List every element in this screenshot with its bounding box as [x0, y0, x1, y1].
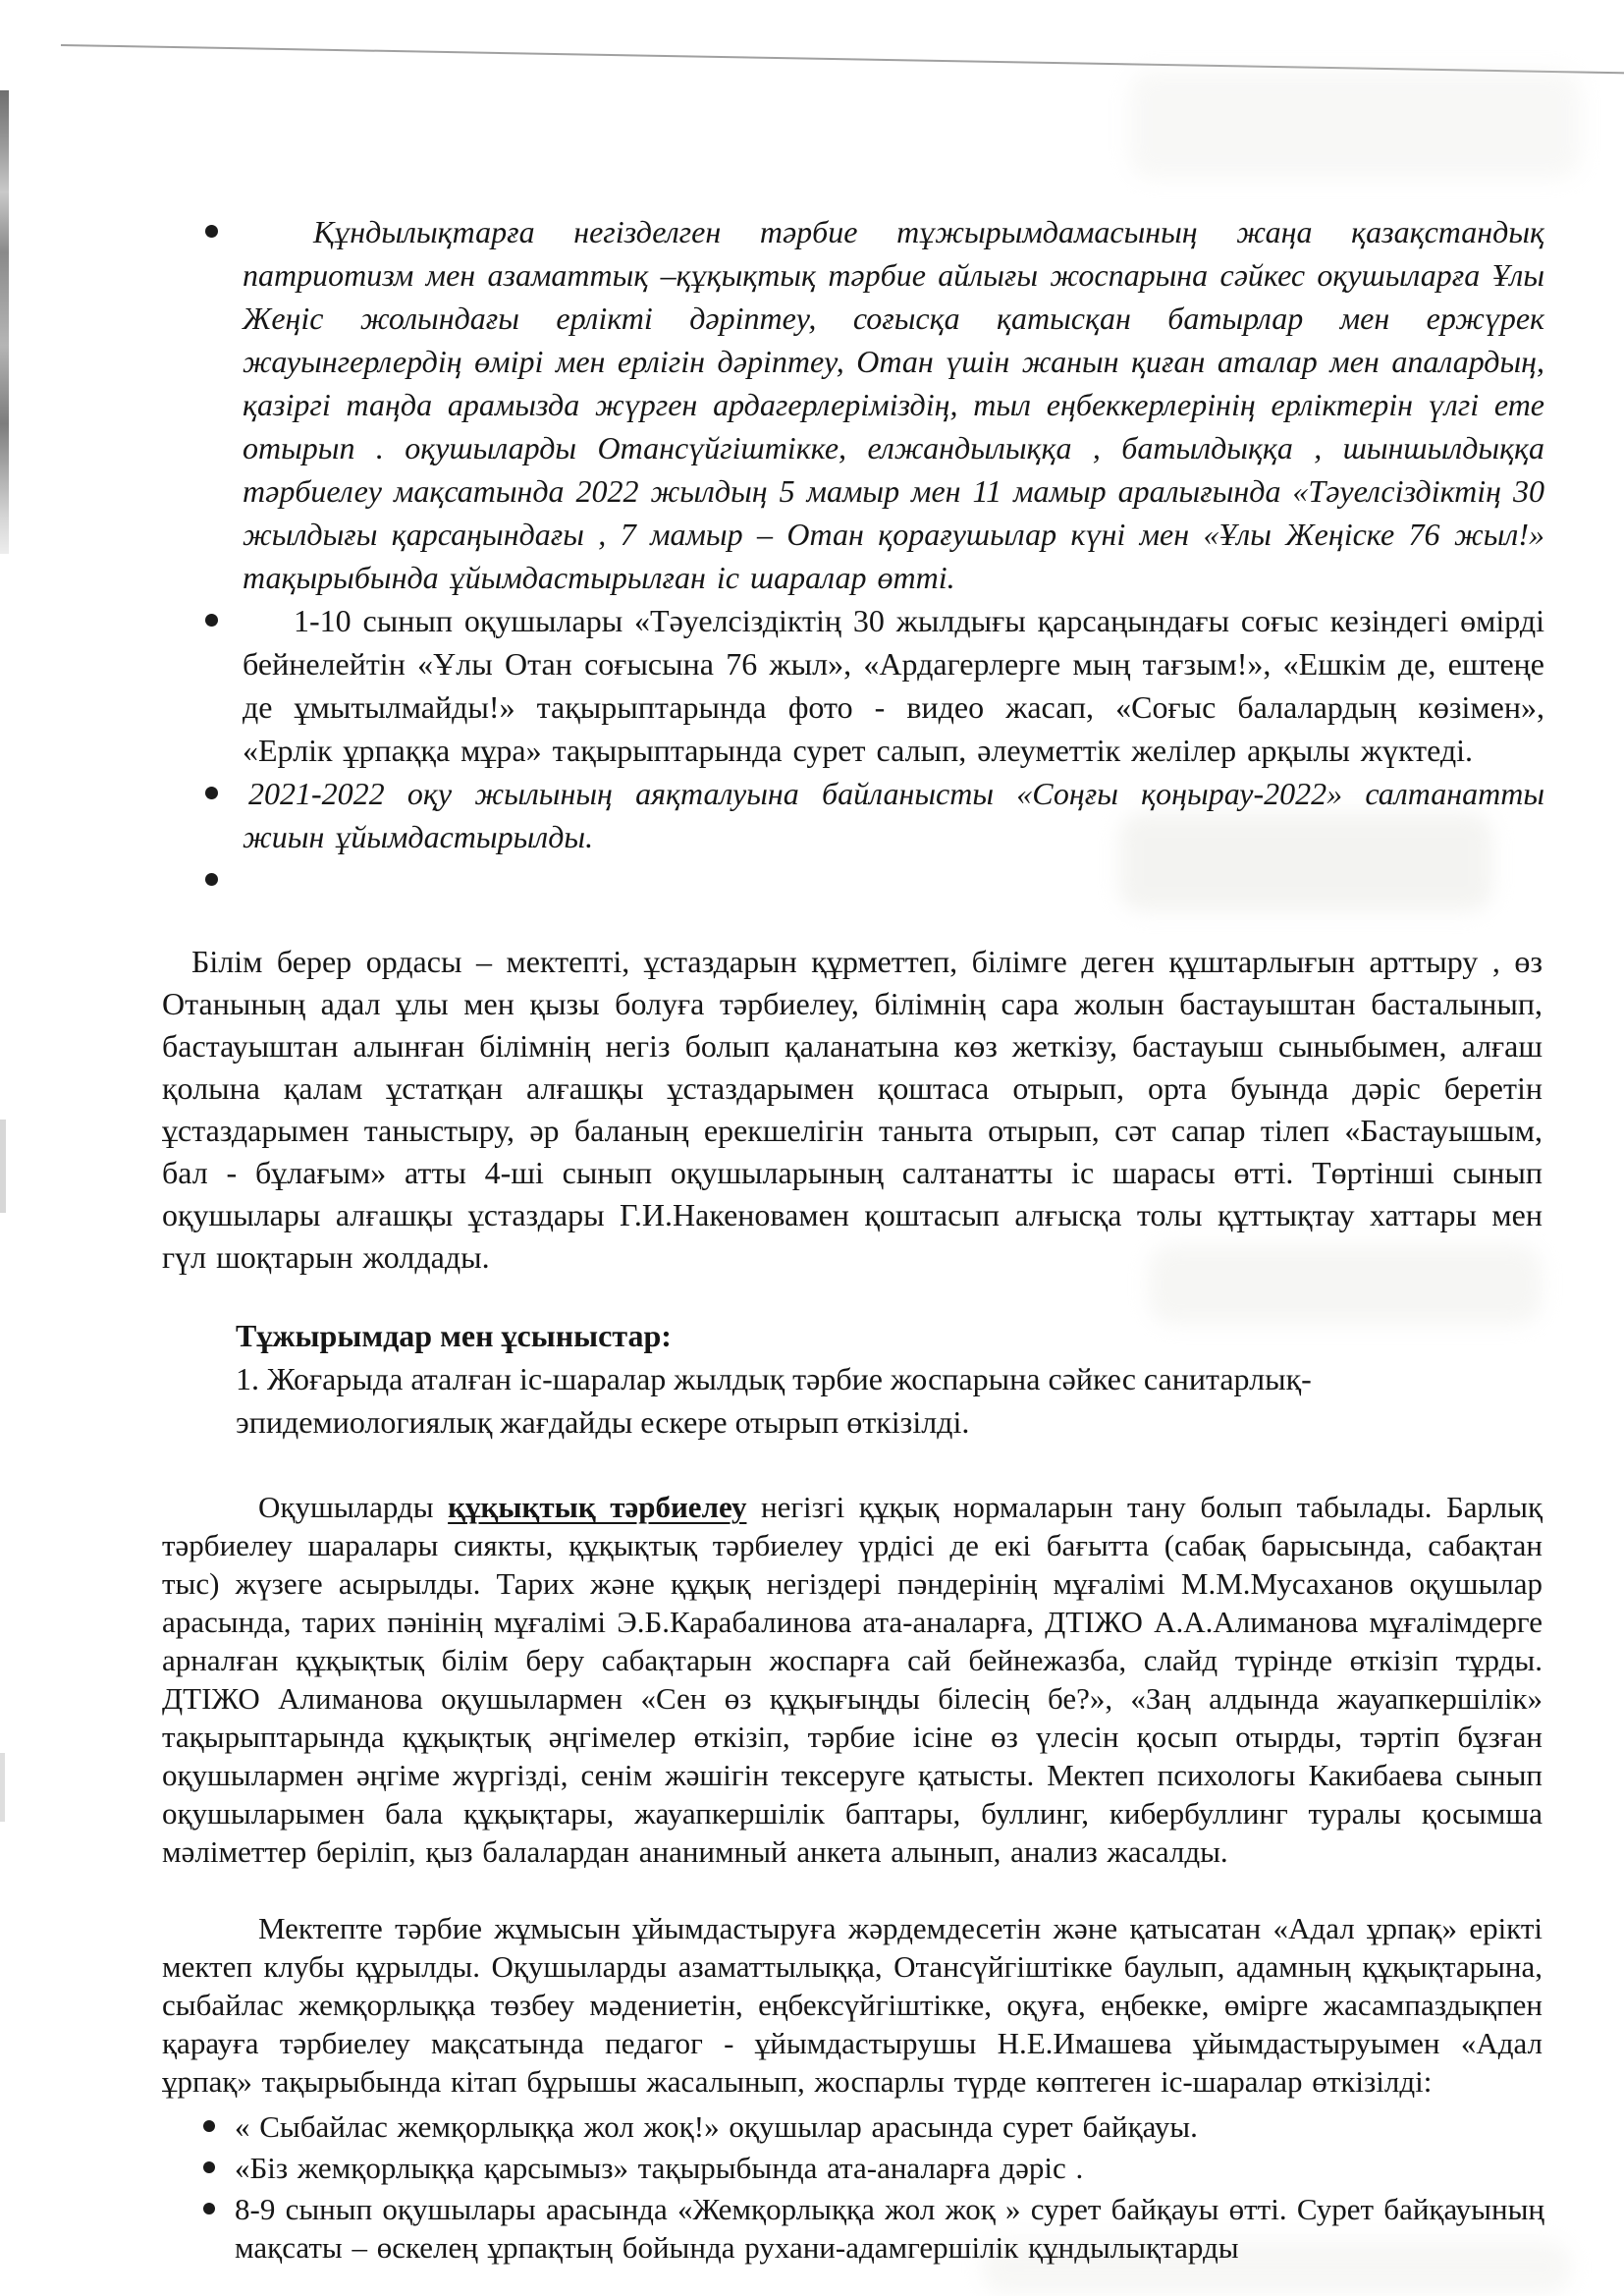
bullet-item-parent-lecture [201, 2149, 1544, 2187]
paragraph-bilim-berer: Білім берер ордасы – мектепті, ұстаздарын құрметтеп, білімге деген құштарлығын арттыру , өз Отанының адал ұлы мен қызы болуға тәрбиелеу, білімнің сара жолын бастауыштан басталынып, бастауыштан алынған білімнің негіз болып қаланатына көз жеткізу, бастауыш сыныбымен, алғаш қолына қалам ұстатқан алғашқы ұстаздарымен қоштаса отырып, орта буында дәріс беретін ұстаздарымен таныстыру, әр баланың ерекшелігін таныта отырып, сәт сапар тілеп «Бастауышым, бал - бұлағым» атты 4-ші сынып оқушыларының салтанатты іс шарасы өтті. Төртінші сынып оқушылары алғашқы ұстаздары Г.И.Накеновамен қоштасып алғысқа толы құттықтау хаттары мен гүл шоқтарын жолдады. [162, 944, 1543, 1275]
scan-artifact-left-band [0, 90, 9, 554]
scan-artifact-left-mark [0, 1753, 5, 1822]
conclusion-line-1: 1. Жоғарыда аталған іс-шаралар жылдық тәрбие жоспарына сәйкес санитарлық- [236, 1361, 1312, 1396]
bullet-item-values-education [201, 210, 1544, 599]
bullet-item-text: Құндылықтарға негізделген тәрбие тұжырымдамасының жаңа қазақстандық патриотизм мен азаматтық –құқықтық тәрбие айлығы жоспарына сәйкес оқушыларға Ұлы Жеңіс жолындағы ерлікті дәріптеу, соғысқа қатысқан батырлар мен ержүрек жауынгерлердің өмірі мен ерлігін дәріптеу, Отан үшін жанын қиған аталар мен апалардың, қазіргі таңда арамызда жүрген ардагерлеріміздің, тыл еңбеккерлерінің ерліктерін үлгі ете отырып . оқушыларды Отансүйгіштікке, елжандылыққа , батылдыққа , шыншылдыққа тәрбиелеу мақсатында 2022 жылдың 5 мамыр мен 11 мамыр аралығында «Тәуелсіздіктің 30 жылдығы қарсаңындағы , 7 мамыр – Отан қорағушылар күні мен «Ұлы Жеңіске 76 жыл!» тақырыбында ұйымдастырылған іс шаралар өтті. [243, 214, 1544, 595]
bullet-item-text: 8-9 сынып оқушылары арасында «Жемқорлыққа жол жоқ » сурет байқауы өтті. Сурет байқауының мақсаты – өскелең ұрпақтың бойында рухани-адамгершілік құндылықтарды [235, 2192, 1544, 2265]
events-bullet-list [201, 210, 1544, 902]
bullet-item-grades-1-10 [201, 599, 1544, 772]
bullet-item-text: 1-10 сынып оқушылары «Тәуелсіздіктің 30 жылдығы қарсаңындағы соғыс кезіндегі өмірді бейнелейтін «Ұлы Отан соғысына 76 жыл», «Ардагерлерге мың тағзым!», «Ешкім де, ештеңе де ұмытылмайды!» тақырыптарында фото - видео жасап, «Соғыс балалардың көзімен», «Ерлік ұрпаққа мұра» тақырыптарында сурет салып, әлеуметтік желілер арқылы жүктеді. [243, 603, 1544, 768]
legal-education-emphasis: құқықтық тәрбиелеу [448, 1490, 747, 1524]
conclusion-line-2: эпидемиологиялық жағдайды ескере отырып өткізілді. [236, 1404, 970, 1440]
bullet-item-text: 2021-2022 оқу жылының аяқталуына байланысты «Соңғы қоңырау-2022» салтанатты жиын ұйымдастырылды. [243, 776, 1544, 854]
scan-artifact-left-mark [0, 1120, 6, 1213]
scan-artifact-top-line [61, 44, 1624, 74]
scan-shading [1129, 71, 1581, 179]
conclusions-heading: Тұжырымдар мен ұсыныстар: [236, 1318, 672, 1353]
paragraph-legal-education [162, 1488, 1543, 1871]
bullet-item-grades-8-9-contest [201, 2190, 1544, 2267]
paragraph-adal-urpak: Мектепте тәрбие жұмысын ұйымдастыруға жәрдемдесетін және қатысатан «Адал ұрпақ» ерікті мектеп клубы құрылды. Оқушыларды азаматтылыққа, Отансүйгіштікке баулып, адамның құқықтарына, сыбайлас жемқорлыққа төзбеу мәдениетін, еңбексүйгіштікке, оқуға, еңбекке, өмірге жасампаздықпен қарауға тәрбиелеу мақсатында педагог - ұйымдастырушы Н.Е.Имашева ұйымдастыруымен «Адал ұрпақ» тақырыбында кітап бұрышы жасалынып, жоспарлы түрде көптеген іс-шаралар өткізілді: [162, 1911, 1543, 2099]
activities-bullet-list [201, 2107, 1544, 2269]
bullet-item-text: «Біз жемқорлыққа қарсымыз» тақырыбында ата-аналарға дәріс . [235, 2151, 1084, 2185]
conclusions-section [236, 1314, 1542, 1444]
bullet-item-text: « Сыбайлас жемқорлыққа жол жоқ!» оқушылар арасында сурет байқауы. [235, 2109, 1198, 2144]
paragraph-prefix: Оқушыларды [258, 1490, 449, 1524]
bullet-item-last-bell [201, 772, 1544, 858]
bullet-item-empty [201, 858, 1544, 902]
paragraph-rest: негізгі құқық нормаларын тану болып табылады. Барлық тәрбиелеу шаралары сиякты, құқықтық тәрбиелеу үрдісі де екі бағытта (сабақ барысында, сабақтан тыс) жүзеге асырылды. Тарих және құқық негіздері пәндерінің мұғалімі М.М.Мусаханов оқушылар арасында, тарих пәнінің мұғалімі Э.Б.Карабалинова ата-аналарға, ДТІЖО А.А.Алиманова мұғалімдерге арналған құқықтық білім беру сабақтарын жоспарға сай бейнежазба, слайд түрінде өткізіп тұрды. ДТІЖО Алиманова оқушылармен «Сен өз құқығыңды білесің бе?», «Заң алдында жауапкершілік» тақырыптарында құқықтық әңгімелер өткізіп, тәрбие ісіне өз үлесін қосып отырды, тәртіп бұзған оқушылармен әңгіме жүргізді, сенім жәшігін тексеруге қатысты. Мектеп психологы Какибаева сынып оқушыларымен бала құқықтары, жауапкершілік баптары, буллинг, кибербуллинг туралы қосымша мәліметтер беріліп, қыз балалардан ананимный анкета алынып, анализ жасалды. [162, 1490, 1543, 1869]
bullet-item-drawing-contest [201, 2107, 1544, 2146]
